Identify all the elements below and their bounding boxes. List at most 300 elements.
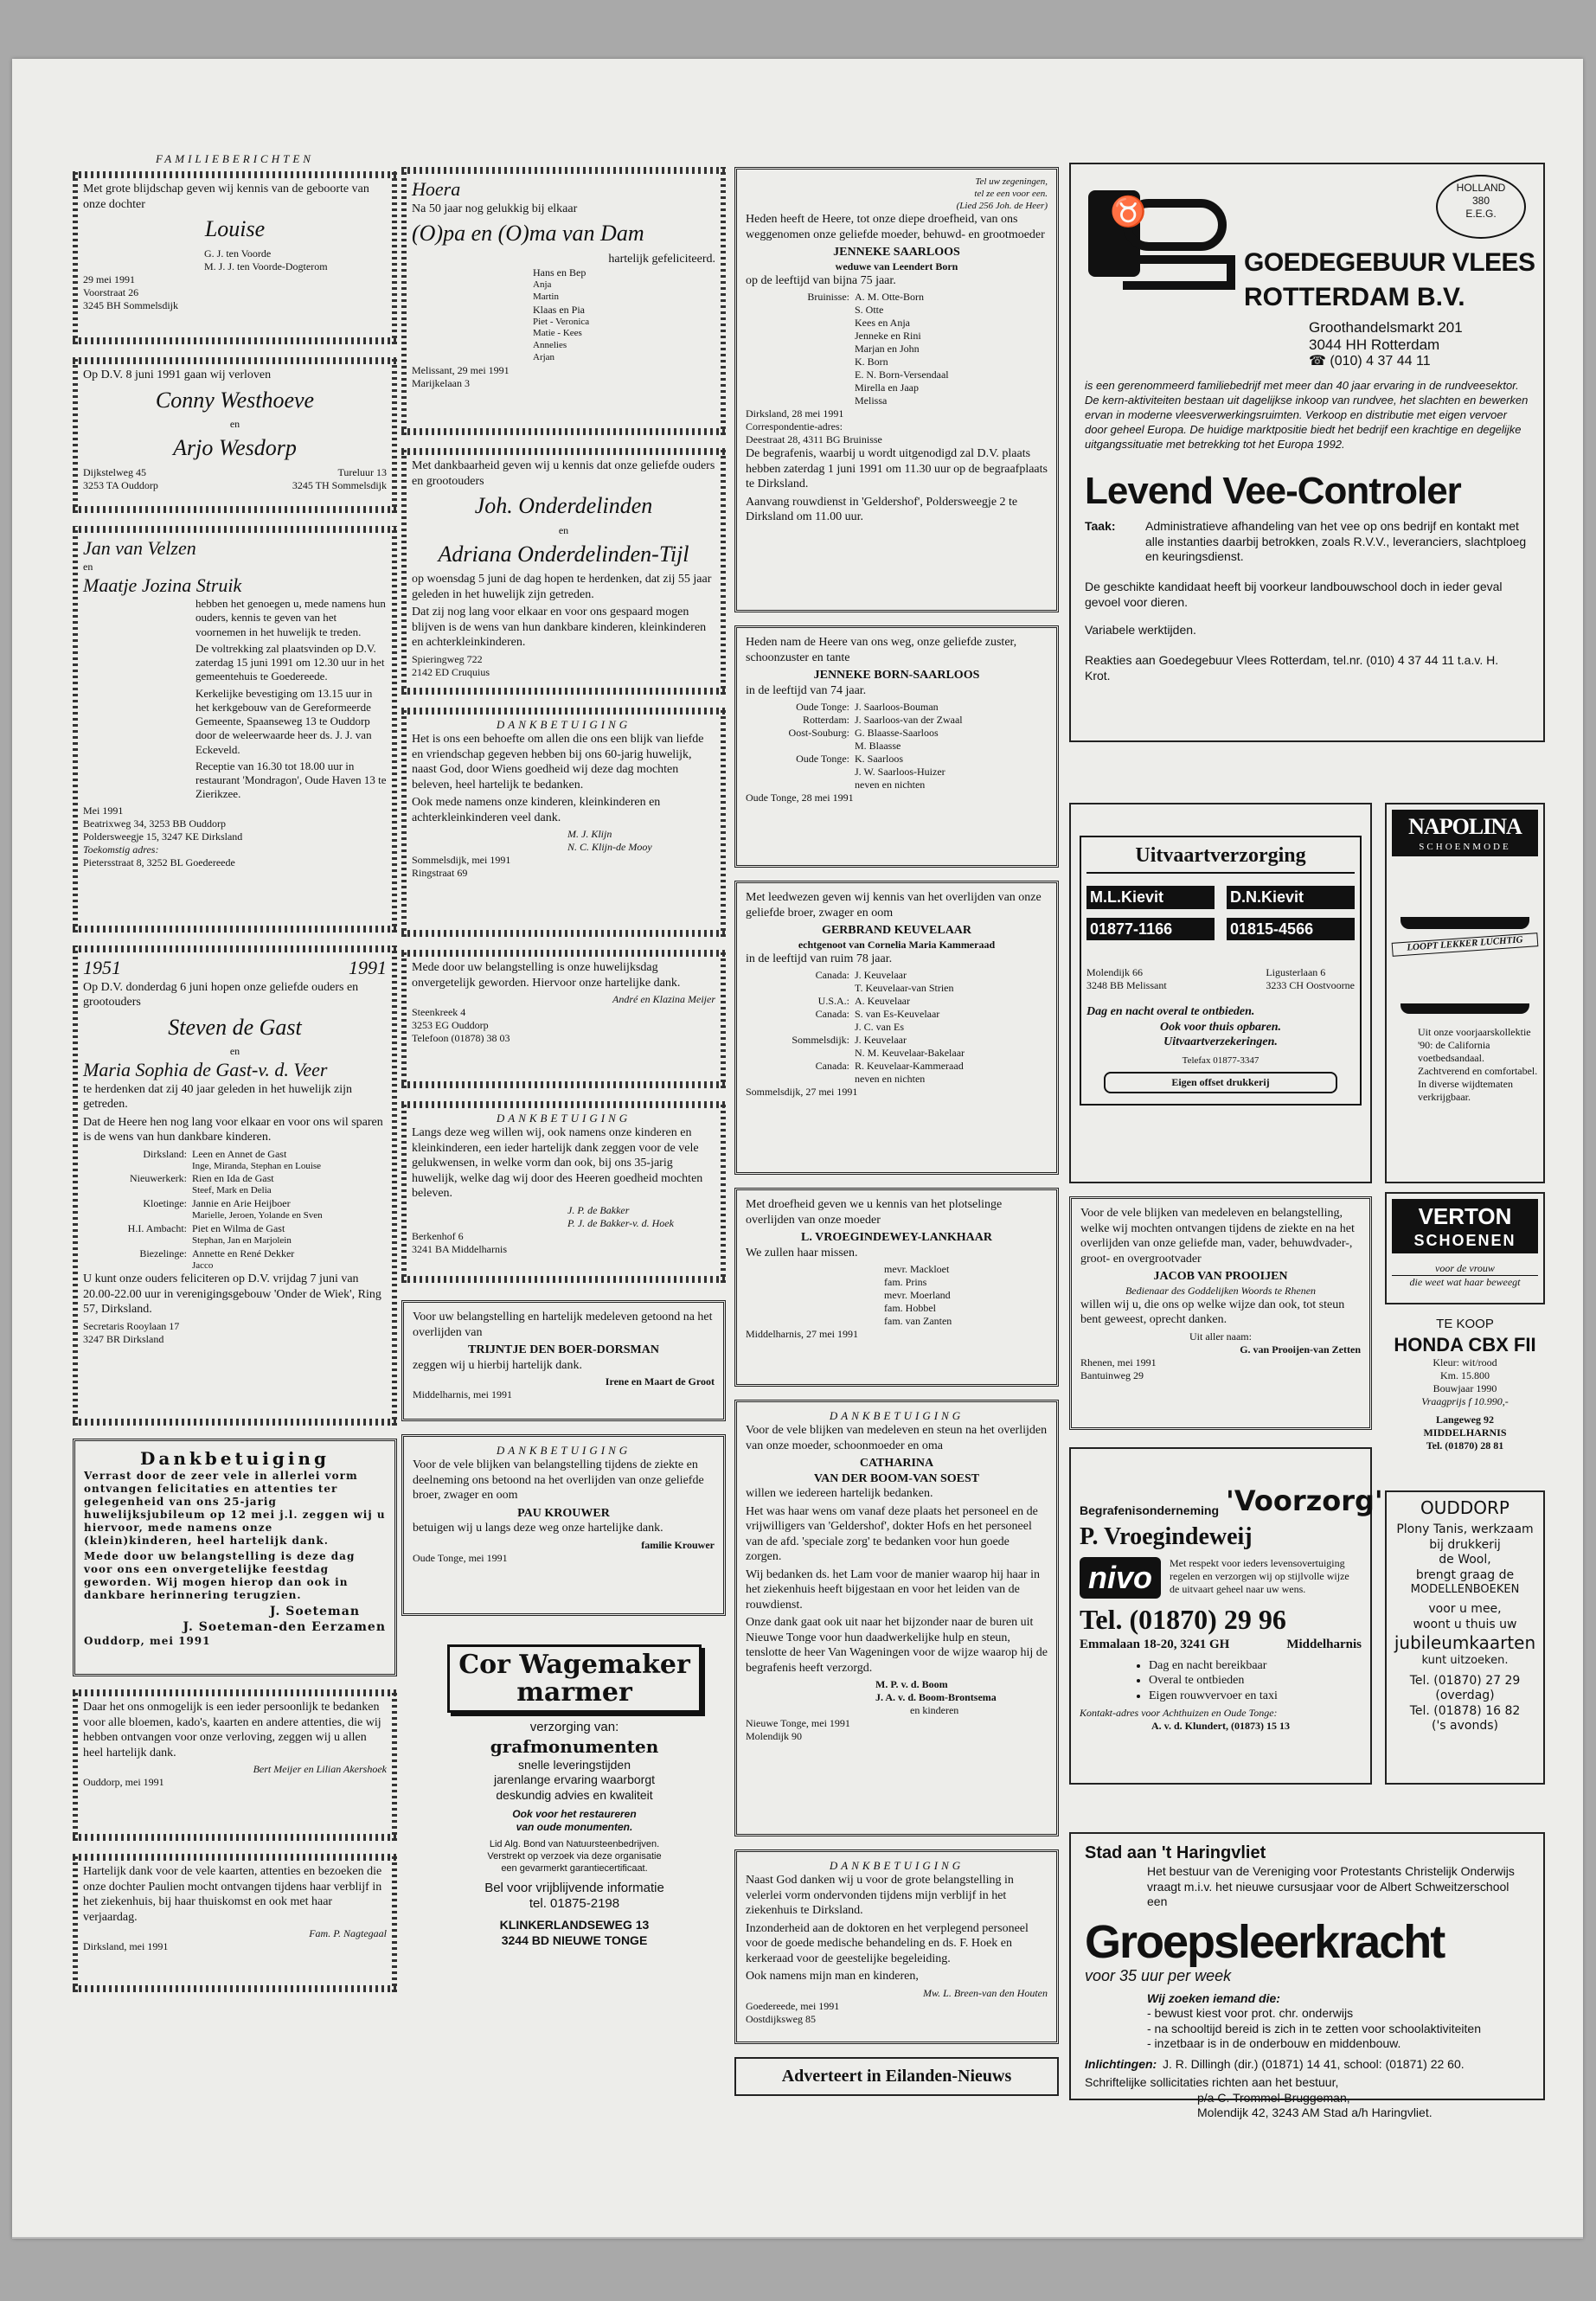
signature: M. J. Klijn [567,828,612,841]
intro-text: Voor de vele blijken van medeleven en belangstelling, welke wij mochten ontvangen tijdens de ziekte en na het overlijden van onze geliefde man, vader, behuwdvader-, groot- en overgrootvader [1080,1207,1355,1266]
body-text: Het was haar wens om vanaf deze plaats het personeel en de vrijwilligers van 'Geldershof', dokter Hofs en het personeel van de afd. 'speciale zorg' te bedanken voor hun goede zorgen. [746,1504,1038,1564]
family-name: Mirella en Jaap [855,381,919,394]
service-item: • Overal te ontbieden [1149,1673,1362,1689]
eeg-seal [1436,175,1526,239]
signature: M. P. v. d. Boom [875,1678,948,1691]
family-name: neven en nichten [855,779,926,791]
date: Mei 1991 [83,804,124,817]
deceased-name: GERBRAND KEUVELAAR [821,924,972,937]
text: Ook voor het restaureren [512,1808,637,1821]
family-name: Melissa [855,394,888,407]
body-text: Wij bedanken ds. het Lam voor de manier waarop hij haar in het ziekenhuis heeft bijgestaan en voor het leiden van de rouwdienst. [746,1567,1040,1612]
requirement-item: - inzetbaar is in de onderbouw en middenbouw. [1147,2036,1401,2050]
title: DANKBETUIGING [829,1409,965,1422]
name: Conny Westhoeve [155,387,315,413]
family-place: Canada: [815,969,849,981]
shoe-ad-napolina [1385,803,1545,1183]
body-text: Uit aller naam: [1189,1330,1252,1343]
place-date: Sommelsdijk, 27 mei 1991 [746,1086,858,1098]
deceased-name: CATHARINA [859,1457,934,1471]
hours: voor 35 uur per week [1085,1967,1232,1984]
deceased-name: PAU KROUWER [517,1506,610,1520]
body-text: De voltrekking zal plaatsvinden op D.V. zaterdag 15 juni 1991 om 12.30 uur in het gemeentehuis te Goedereede. [195,641,385,683]
address: Voorstraat 26 [83,285,139,298]
body-text: Mede door uw belangstelling is onze huwelijksdag onvergetelijk geworden. Hiervoor onze hartelijke dank. [412,961,681,990]
service-list [1149,1658,1362,1704]
phone: 01877-1166 [1086,918,1215,941]
family-name: fam. Hobbel [884,1302,936,1314]
service-item: • Eigen rouwvervoer en taxi [1149,1689,1362,1704]
body-text: Daar het ons onmogelijk is een ieder persoonlijk te bedanken voor alle bloemen, kado's, kaarten en andere attenties, die wij hebben ontvangen voor onze verloving, zeggen wij u allen heel hartelijk dank. [83,1701,381,1759]
deceased-name: TRIJNTJE DEN BOER-DORSMAN [468,1343,659,1356]
title: Dankbetuiging [140,1448,330,1469]
section-header: FAMILIEBERICHTEN [156,152,314,165]
verse: (Lied 256 Joh. de Heer) [956,200,1048,211]
place-date: Dirksland, mei 1991 [83,1940,169,1952]
text: Plony Tanis, werkzaam [1396,1522,1534,1536]
address: Poldersweegje 15, 3247 KE Dirksland [83,830,243,843]
body-text: Inzonderheid aan de doktoren en het verplegend personeel voor de goede medische behandeling en ds. F. Hoek en kerkeraad voor de geestelijke begeleiding. [746,1921,1029,1965]
body-text: Reakties aan Goedegebuur Vlees Rotterdam, tel.nr. (010) 4 37 44 11 t.a.v. H. Krot. [1085,653,1499,683]
family-name: G. Blaasse-Saarloos [855,727,939,739]
deceased-name: JENNEKE BORN-SAARLOOS [813,669,980,682]
body-text: Ook mede namens onze kinderen, kleinkinderen en achterkleinkinderen veel dank. [412,796,661,824]
body-text: Voor de vele blijken van belangstelling tijdens de ziekte en deelneming ons betoond na het overlijden van onze geliefde broer, zwager en oom [413,1458,704,1503]
death-notice [734,625,1059,868]
place-date: Goedereede, mei 1991 [746,1999,840,2012]
family-list [746,701,1048,792]
deceased-name: JACOB VAN PROOIJEN [1153,1270,1288,1283]
phone: Tel. (01870) 29 96 [1080,1604,1286,1635]
family-name: K. Born [855,356,888,369]
family-entry [746,995,1048,1008]
signature: G. van Prooijen-van Zetten [1240,1343,1361,1356]
text: Lid Alg. Bond van Natuursteenbedrijven. [489,1839,660,1850]
spec: Bouwjaar 1990 [1433,1382,1497,1395]
thanks-notice [73,1689,397,1841]
address: Beatrixweg 34, 3253 BB Ouddorp [83,817,226,830]
seal-text: 380 [1471,195,1490,207]
body-text: Met respekt voor ieders levensovertuiging regelen en verzorgen wij op stijlvolle wijze de uitvaart geheel naar uw wens. [1170,1557,1349,1595]
intro-text: Op D.V. donderdag 6 juni hopen onze geliefde ouders en grootouders [83,980,359,1009]
signature: Fam. P. Nagtegaal [309,1927,387,1939]
signature: J. P. de Bakker [567,1203,630,1216]
address: Molendijk 66 [1086,966,1143,978]
address: 3245 BH Sommelsdijk [83,298,179,311]
address: MIDDELHARNIS [1423,1426,1507,1439]
child-name: Louise [204,216,266,241]
family-entry [746,1008,1048,1034]
body-text: We zullen haar missen. [746,1246,858,1259]
address: 3241 BA Middelharnis [412,1242,507,1255]
body-text: zeggen wij u hierbij hartelijk dank. [413,1358,582,1372]
thanks-notice [401,1300,726,1421]
body-text: Na 50 jaar nog gelukkig bij elkaar [412,202,578,215]
address: Langeweg 92 [1436,1413,1494,1426]
title: DANKBETUIGING [496,718,631,731]
text: verzorging van: [529,1720,619,1734]
job-title: Groepsleerkracht [1085,1915,1445,1968]
address: Berkenhof 6 [412,1229,464,1242]
funeral-ad-kievit [1069,803,1372,1183]
address: Molendijk 90 [746,1730,802,1743]
family-name: J. Saarloos-van der Zwaal [855,714,963,726]
family-children: Marielle, Jeroen, Yolande en Sven [192,1210,323,1221]
family-entry [83,1247,387,1272]
address: Marijkelaan 3 [412,376,470,389]
company-type: Begrafenisonderneming [1080,1503,1220,1517]
text: (overdag) [1435,1689,1495,1702]
intro-text: Voor de vele blijken van medeleven en steun na het overlijden van onze moeder, schoonmoeder en oma [746,1424,1048,1452]
place-date: Ouddorp, mei 1991 [83,1776,164,1788]
text: van oude monumenten. [516,1821,633,1834]
family-list [746,291,1048,407]
family-place: Oude Tonge: [796,753,849,765]
family-name: J. Keuvelaar [855,969,907,981]
family-name: Kees en Anja [855,317,910,330]
name: Maria Sophia de Gast-v. d. Veer [83,1059,328,1080]
slogan: Uitvaartverzekeringen. [1163,1035,1278,1048]
signature: Mw. L. Breen-van den Houten [923,1986,1048,1999]
family-list [746,969,1048,1086]
place-date: Melissant, 29 mei 1991 [412,363,510,376]
body-text: Het is ons een behoefte om allen die ons een blijk van liefde en vriendschap gegeven hebben bij ons 60-jarig huwelijk, naast God, door Wiens goedheid wij deze dag mochten beleven, heel hartelijk te bedanken. [412,733,704,792]
connector: en [83,560,93,573]
for-sale-ad [1385,1313,1545,1473]
brand-name: Cor Wagemaker [458,1650,690,1680]
address: 3253 EG Ouddorp [412,1019,489,1031]
family-place: Sommelsdijk: [792,1034,849,1046]
body-text: U kunt onze ouders feliciteren op D.V. vrijdag 7 juni van 20.00-22.00 uur in verenigingsgebouw 'Onder de Wiek', Ring 57, Dirksland. [83,1272,381,1317]
title: Uitvaartverzorging [1086,843,1355,874]
family-place: Rotterdam: [803,714,849,726]
apply-text: Molendijk 42, 3243 AM Stad a/h Haringvliet. [1197,2106,1433,2119]
family-name: M. Blaasse [855,740,901,752]
thanks-notice [734,1400,1059,1836]
phone: Telefoon (01878) 38 03 [412,1032,510,1044]
place-date: Middelharnis, 27 mei 1991 [746,1328,858,1340]
title: (O)pa en (O)ma van Dam [412,221,644,246]
wedding-announcement [73,526,397,933]
address: 3247 BR Dirksland [83,1332,164,1345]
job-ad-groepsleerkracht [1069,1832,1545,2119]
family-entry [83,1172,387,1197]
family-name: fam. van Zanten [884,1315,952,1327]
address: Bantuinweg 29 [1080,1368,1144,1381]
promo-text: Adverteert in Eilanden-Nieuws [781,2067,1012,2086]
name: Joh. Onderdelinden [474,493,653,518]
address: Ligusterlaan 6 [1266,966,1326,978]
year: 1991 [349,957,387,978]
company-name: GOEDEGEBUUR VLEES [1244,248,1535,277]
death-notice [734,167,1059,612]
connector: en [229,1045,240,1057]
brand-name: NAPOLINA [1408,814,1522,839]
family-name: Piet - Veronica [533,316,590,327]
family-names: Piet en Wilma de Gast [192,1221,285,1234]
service-item: • Dag en nacht bereikbaar [1149,1658,1362,1674]
place-date: Oude Tonge, 28 mei 1991 [746,792,854,804]
address: Spieringweg 722 [412,652,483,665]
bull-icon: ♉ [1110,196,1147,228]
family-name: mevr. Moerland [884,1289,951,1301]
company-name: ROTTERDAM B.V. [1244,283,1465,311]
family-name: S. Otte [855,304,884,317]
brand-subtitle: SCHOENMODE [1419,841,1511,852]
name: Steven de Gast [168,1014,302,1040]
printing-ad-ouddorp [1385,1490,1545,1785]
price: Vraagprijs f 10.990,- [1421,1395,1509,1408]
heading: Hoera [412,178,461,200]
name: Jan van Velzen [83,537,196,559]
address: Groothandelsmarkt 201 [1309,319,1463,336]
phone: Tel. (01878) 16 82 [1409,1703,1521,1718]
marble-advertisement [436,1638,713,1988]
address: 3253 TA Ouddorp [83,478,158,491]
newspaper-promo [734,2057,1059,2096]
body-text: op woensdag 5 juni de dag hopen te herdenken, dat zij 55 jaar geleden in het huwelijk zijn getreden. [412,573,712,601]
family-children: Inge, Miranda, Stephan en Louise [192,1160,322,1171]
address: Emmalaan 18-20, 3241 GH [1080,1638,1230,1651]
thanks-notice [401,708,726,937]
body-text: hebben het genoegen u, mede namens hun ouders, kennis te geven van het voornemen in het huwelijk te treden. [195,597,386,638]
tagline: die weet wat haar beweegt [1392,1275,1538,1289]
family-entry [746,1060,1048,1086]
place-date: Sommelsdijk, mei 1991 [412,854,511,867]
job-ad-goedegebuur [1069,163,1545,742]
birth-announcement [73,171,397,344]
family-entry [83,1222,387,1247]
family-entry [83,1197,387,1222]
spec: Kleur: wit/rood [1433,1356,1497,1369]
address: Dijkstelweg 45 [83,465,146,478]
footer: Eigen offset drukkerij [1104,1072,1337,1093]
slogan: Ook voor thuis opbaren. [1159,1020,1282,1034]
family-name: J. C. van Es [855,1021,904,1033]
intro-text: Met grote blijdschap geven wij kennis van de geboorte van onze dochter [83,183,369,211]
family-list [83,1148,387,1272]
text: snelle leveringstijden [518,1757,631,1772]
phone: (010) 4 37 44 11 [1330,354,1431,369]
family-names: Rien en Ida de Gast [192,1172,274,1185]
text: Verstrekt op verzoek via deze organisatie [487,1851,662,1862]
signature: J. A. v. d. Boom-Brontsema [875,1691,997,1704]
family-place: Dirksland: [143,1147,187,1160]
family-name: T. Keuvelaar-van Strien [855,982,954,994]
thanks-notice [1069,1196,1372,1430]
place-date: Ouddorp, mei 1991 [84,1635,211,1647]
family-entry [746,356,1048,407]
title: DANKBETUIGING [496,1444,631,1457]
text: brengt graag de [1415,1567,1515,1582]
family-place: H.I. Ambacht: [127,1221,187,1234]
funeral-ad-voorzorg [1069,1447,1383,1785]
deceased-name: L. VROEGINDEWEY-LANKHAAR [801,1231,992,1244]
family-name: K. Saarloos [855,753,903,765]
seal-text: HOLLAND [1456,182,1506,194]
contact: A. v. d. Klundert, (01873) 15 13 [1151,1720,1290,1733]
text: Bel voor vrijblijvende informatie [484,1880,664,1895]
text: de Wool, [1439,1553,1491,1567]
family-place: Biezelinge: [139,1247,187,1259]
text: bij drukkerij [1429,1537,1501,1552]
address: Oostdijksweg 85 [746,2012,816,2025]
place-date: Middelharnis, mei 1991 [413,1388,512,1400]
deceased-name: VAN DER BOOM-VAN SOEST [813,1471,980,1485]
label: Toekomstig adres: [83,843,159,856]
brand-box [447,1644,702,1713]
text: jarenlange ervaring waarborgt [494,1772,655,1787]
family-name: Martin [533,291,559,302]
family-name: S. van Es-Keuvelaar [855,1008,940,1020]
intro-text: Het bestuur van de Vereniging voor Protestants Christelijk Onderwijs vraagt m.i.v. het nieuwe cursusjaar voor de Albert Schweitzerschool een [1147,1864,1515,1908]
body-text: Kerkelijke bevestiging om 13.15 uur in het kerkgebouw van de Gereformeerde Gemeente, Spaanseweg 13 te Ouddorp door de weleerwaarde heer ds. J. J. van Eckeveld. [195,686,373,756]
heading: OUDDORP [1420,1497,1509,1518]
sandal-image [1401,960,1529,1014]
engagement-announcement [73,357,397,513]
address: 3244 BD NIEUWE TONGE [501,1932,648,1947]
name-list [746,1263,1048,1328]
family-name: E. N. Born-Versendaal [855,369,949,381]
family-entry [746,753,1048,792]
name: D.N.Kievit [1227,886,1355,909]
address: Secretaris Rooylaan 17 [83,1319,180,1332]
intro-text: Op D.V. 8 juni 1991 gaan wij verloven [83,369,272,381]
subtitle: weduwe van Leendert Born [835,260,958,272]
address: 3248 BB Melissant [1086,979,1167,991]
age: in de leeftijd van 74 jaar. [746,683,867,697]
family-children: Jacco [192,1259,214,1271]
verse: tel ze een voor een. [974,188,1048,199]
family-place: Canada: [815,1060,849,1072]
signature: en kinderen [910,1704,959,1717]
label: Correspondentie-adres: [746,420,843,433]
family-entry [746,969,1048,995]
contact-label: Kontakt-adres voor Achthuizen en Oude Tonge: [1080,1707,1278,1720]
requirement-item: - na schooltijd bereid is zich in te zetten voor schoolaktiviteiten [1147,2021,1481,2035]
address: 3044 HH Rotterdam [1309,336,1440,353]
signature: J. Soeteman-den Eerzamen [183,1619,386,1634]
anniversary-announcement [73,945,397,1426]
label: Taak: [1085,519,1116,533]
address: Steenkreek 4 [412,1006,466,1018]
family-names: Jannie en Arie Heijboer [192,1197,291,1209]
body-text: Uit onze voorjaarskollektie '90: de California voetbedsandaal. Zachtverend en comfortabel. In diverse wijdtematen verkrijgbaar. [1418,1026,1538,1103]
requirements-label: Wij zoeken iemand die: [1147,1990,1280,2005]
family-name: Klaas en Pia [533,303,585,316]
family-name: N. M. Keuvelaar-Bakelaar [855,1047,965,1059]
deceased-name: JENNEKE SAARLOOS [833,246,960,260]
family-name: Arjan [533,351,555,362]
name: M.L.Kievit [1086,886,1215,909]
family-place: Oude Tonge: [796,701,849,713]
text: een gevarmerkt garantiecertificaat. [501,1862,648,1874]
family-name: J. Keuvelaar [855,1034,907,1046]
anniversary-announcement [401,448,726,695]
body-text: hartelijk gefeliciteerd. [608,252,715,266]
body-text: Langs deze weg willen wij, ook namens onze kinderen en kleinkinderen, een ieder hartelijk dank zeggen voor de vele gelukwensen, in welke vorm dan ook, bij ons 35-jarig huwelijk, welke dag wij door des Heeren goedheid mochten beleven. [412,1126,703,1201]
family-name: Hans en Bep [533,266,586,279]
parent-name: G. J. ten Voorde [204,247,272,260]
thanks-notice [401,950,726,1088]
anniversary-congrats [401,167,726,435]
tagline: voor de vrouw [1435,1262,1495,1274]
apply-text: Schriftelijke sollicitaties richten aan het bestuur, [1085,2075,1339,2089]
signature: Bert Meijer en Lilian Akershoek [253,1763,387,1775]
company-name: 'Voorzorg' [1226,1484,1383,1517]
product: HONDA CBX FII [1394,1333,1536,1356]
signature: N. C. Klijn-de Mooy [567,841,652,854]
requirements-list [1147,2006,1529,2052]
sandal-image [1401,865,1529,929]
signature: J. Soeteman [269,1605,360,1618]
connector: en [229,418,240,430]
body-text: Dat de Heere hen nog lang voor elkaar en voor ons wil sparen is de wens van hun dankbare kinderen. [83,1115,383,1144]
title: DANKBETUIGING [829,1859,965,1872]
family-entry [746,727,1048,753]
nivo-logo: nivo [1080,1557,1161,1599]
spec: Km. 15.800 [1440,1369,1490,1382]
verse: Tel uw zegeningen, [975,176,1048,187]
brand-name: SCHOENEN [1413,1231,1516,1249]
date: 29 mei 1991 [83,272,135,285]
body-text: Mede door uw belangstelling is deze dag voor ons een onvergetelijke feestdag geworden. Wij mogen hierop dan ook in dankbare herinnering terugzien. [84,1550,356,1601]
address: Deestraat 28, 4311 BG Bruinisse [746,433,882,446]
connector: en [558,523,569,536]
family-entry [746,714,1048,727]
family-name: J. Saarloos-Bouman [855,701,939,713]
intro-text: Met dankbaarheid geven wij u kennis dat onze geliefde ouders en grootouders [412,459,715,488]
family-name: mevr. Mackloet [884,1263,950,1275]
body-text: Ook namens mijn man en kinderen, [746,1970,919,1984]
brand-name: VERTON [1418,1203,1512,1229]
city: Middelharnis [1286,1638,1362,1651]
body-text: Onze dank gaat ook uit naar het bijzonder naar de buren uit Nieuwe Tonge voor hun daadwerkelijke hulp en steun, tenslotte de heer Van Wageningen voor de wijze waarop hij de begrafenis heeft verzorgd. [746,1616,1048,1675]
contact: J. R. Dillingh (dir.) (01871) 14 41, school: (01871) 22 60. [1163,2056,1465,2071]
age: op de leeftijd van bijna 75 jaar. [746,273,896,287]
text: grafmonumenten [490,1735,659,1757]
family-name: R. Keuvelaar-Kammeraad [855,1060,964,1072]
signature: André en Klazina Meijer [612,993,715,1005]
family-name: Matie - Kees [533,328,582,339]
body-text: Dat zij nog lang voor elkaar en voor ons gespaard mogen blijven is de wens van hun dankbare kinderen, kleinkinderen en achterkleinkinderen. [412,606,707,649]
family-name: neven en nichten [855,1073,926,1085]
body-text: Naast God danken wij u voor de grote belangstelling in velerlei vorm ondervonden tijdens mijn verblijf in het ziekenhuis te Dirksland. [746,1874,1014,1918]
family-place: Oost-Souburg: [788,727,849,739]
body-text: willen wij u, die ons op welke wijze dan ook, tot steun bent geweest, oprecht danken. [1080,1298,1345,1326]
address: KLINKERLANDSEWEG 13 [499,1918,650,1932]
text: ('s avonds) [1432,1719,1498,1733]
family-entry [746,1034,1048,1060]
family-names: Annette en René Dekker [192,1247,295,1259]
owner-name: P. Vroegindeweij [1080,1523,1253,1550]
family-name: A. Keuvelaar [855,995,910,1007]
family-place: Bruinisse: [807,291,849,304]
signature: P. J. de Bakker-v. d. Hoek [567,1216,674,1229]
intro-text: Heden nam de Heere van ons weg, onze geliefde zuster, schoonzuster en tante [746,636,1017,664]
family-name: A. M. Otte-Born [855,291,924,304]
place-date: Rhenen, mei 1991 [1080,1356,1157,1368]
text: woont u thuis uw [1413,1617,1517,1631]
job-task: Administratieve afhandeling van het vee op ons bedrijf en kontakt met alle instanties daarbij betrokken, zoals R.V.V., leveranciers, slachtploeg en keuringsdienst. [1145,519,1527,563]
body-text: Voor uw belangstelling en hartelijk medeleven getoond na het overlijden van [413,1311,713,1339]
text: kunt uitzoeken. [1421,1654,1509,1668]
seal-text: E.E.G. [1465,208,1497,220]
family-place: Canada: [815,1008,849,1020]
place-date: Oude Tonge, mei 1991 [413,1551,508,1564]
death-notice [734,881,1059,1175]
address: Tureluur 13 [337,465,387,478]
